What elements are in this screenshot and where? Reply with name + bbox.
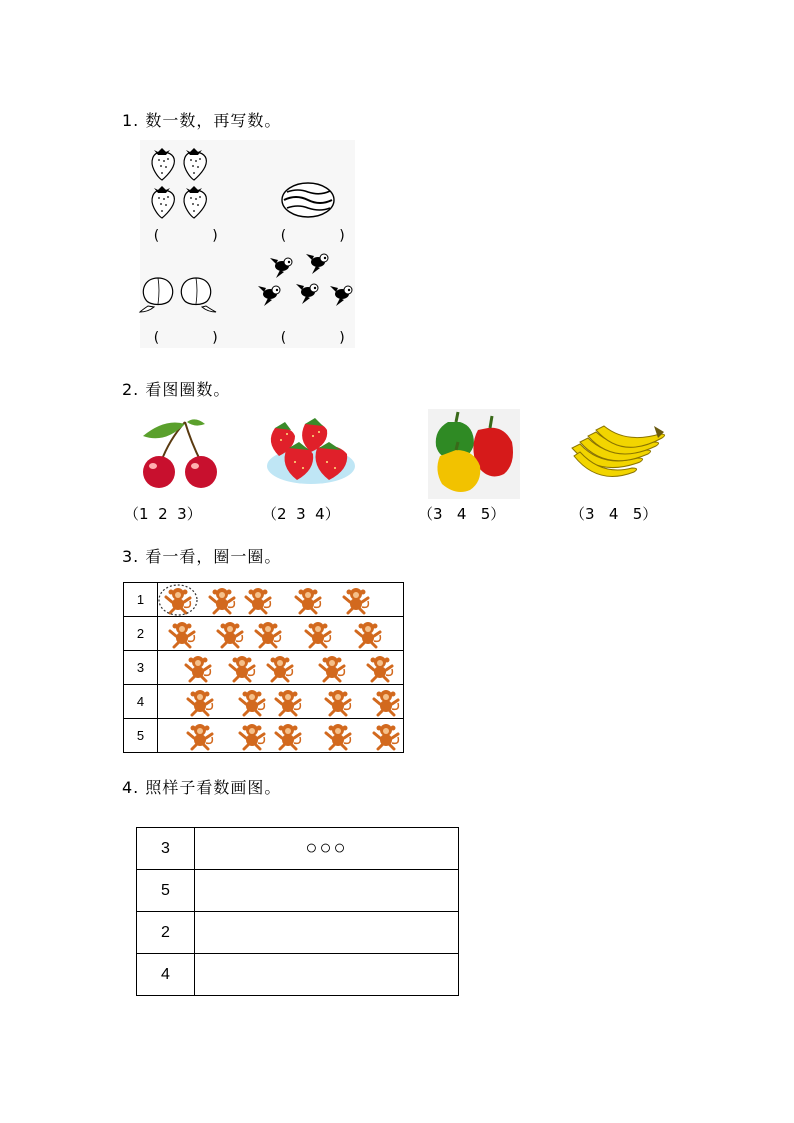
strawberry-icon <box>184 186 206 218</box>
table-row <box>124 651 404 685</box>
bird-icon <box>306 254 328 274</box>
monkey-icon <box>294 587 322 613</box>
monkey-icon <box>366 655 394 681</box>
monkey-row[interactable] <box>158 583 404 617</box>
monkey-icon <box>372 723 400 749</box>
monkey-icon <box>168 621 196 647</box>
question-2-title: 2. 看图圈数。 <box>122 380 231 399</box>
monkey-icon <box>318 655 346 681</box>
monkey-icon <box>354 621 382 647</box>
monkey-icon <box>208 587 236 613</box>
table-row <box>137 870 459 912</box>
table-row <box>124 583 404 617</box>
table-row <box>137 912 459 954</box>
monkey-icon <box>186 689 214 715</box>
question-3-title: 3. 看一看，圈一圈。 <box>122 547 282 566</box>
monkey-icon <box>324 689 352 715</box>
drawing-cell[interactable] <box>195 912 459 954</box>
monkey-icon <box>372 689 400 715</box>
table-row <box>124 617 404 651</box>
banana-bunch-icon <box>568 418 668 488</box>
row-number: 5 <box>124 719 158 753</box>
row-number: 4 <box>137 954 195 996</box>
strawberry-group-icon <box>148 146 218 221</box>
monkey-icon <box>238 723 266 749</box>
peach-icon <box>140 278 173 312</box>
row-number: 2 <box>124 617 158 651</box>
strawberry-icon <box>152 148 174 180</box>
cherry-icon <box>135 418 227 490</box>
monkey-icon <box>274 723 302 749</box>
bird-icon <box>270 258 292 278</box>
monkey-icon <box>216 621 244 647</box>
q2-choice-pepper[interactable]: （3 4 5） <box>418 505 506 523</box>
q2-choice-cherry[interactable]: （1 2 3） <box>124 505 202 523</box>
monkey-icon <box>304 621 332 647</box>
monkey-icon <box>228 655 256 681</box>
monkey-icon <box>244 587 272 613</box>
strawberry-plate-icon <box>265 418 357 488</box>
q2-choice-banana[interactable]: （3 4 5） <box>570 505 658 523</box>
monkey-icon <box>254 621 282 647</box>
q1-answer-blank[interactable]: ( ) <box>152 228 220 244</box>
draw-shapes-table <box>136 827 459 996</box>
q2-choice-strawberry[interactable]: （2 3 4） <box>262 505 340 523</box>
q1-answer-blank[interactable]: ( ) <box>152 330 220 346</box>
monkey-icon <box>274 689 302 715</box>
row-number: 4 <box>124 685 158 719</box>
row-number: 3 <box>137 828 195 870</box>
table-row <box>124 719 404 753</box>
watermelon-icon <box>280 180 338 220</box>
monkey-row[interactable] <box>158 685 404 719</box>
row-number: 1 <box>124 583 158 617</box>
q1-answer-blank[interactable]: ( ) <box>279 228 347 244</box>
bird-icon <box>258 286 280 306</box>
q1-answer-blank[interactable]: ( ) <box>279 330 347 346</box>
pepper-icon <box>430 410 520 498</box>
strawberry-icon <box>184 148 206 180</box>
drawing-cell[interactable] <box>195 870 459 912</box>
peach-group-icon <box>138 272 220 314</box>
row-number: 5 <box>137 870 195 912</box>
drawing-cell[interactable]: ○○○ <box>195 828 459 870</box>
drawing-cell[interactable] <box>195 954 459 996</box>
example-circle-mark <box>157 583 199 617</box>
monkey-icon <box>342 587 370 613</box>
bird-group-icon <box>256 250 360 314</box>
table-row <box>137 828 459 870</box>
peach-icon <box>181 278 216 312</box>
question-1-title: 1. 数一数，再写数。 <box>122 111 282 130</box>
row-number: 3 <box>124 651 158 685</box>
bird-icon <box>330 286 352 306</box>
bird-icon <box>296 284 318 304</box>
monkey-count-table <box>123 582 404 753</box>
row-number: 2 <box>137 912 195 954</box>
table-row <box>124 685 404 719</box>
strawberry-icon <box>152 186 174 218</box>
monkey-row[interactable] <box>158 719 404 753</box>
monkey-icon <box>266 655 294 681</box>
monkey-icon <box>186 723 214 749</box>
monkey-icon <box>184 655 212 681</box>
monkey-icon <box>324 723 352 749</box>
monkey-icon <box>238 689 266 715</box>
question-4-title: 4. 照样子看数画图。 <box>122 778 282 797</box>
monkey-row[interactable] <box>158 651 404 685</box>
table-row <box>137 954 459 996</box>
monkey-row[interactable] <box>158 617 404 651</box>
